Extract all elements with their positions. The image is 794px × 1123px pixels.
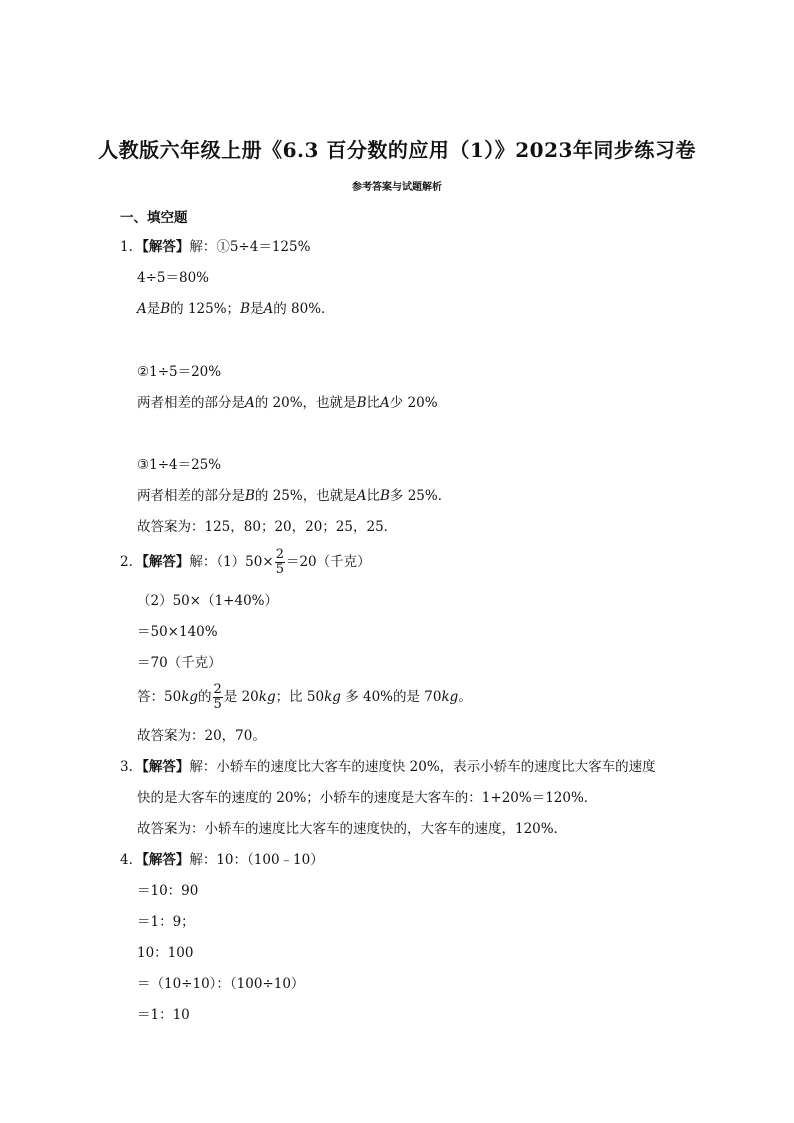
q3-answer-tag: 【解答】 <box>142 759 190 775</box>
page-title: 人教版六年级上册《6.3 百分数的应用（1）》2023年同步练习卷 <box>98 138 696 162</box>
q4-number: 4． <box>120 852 143 868</box>
q2-answer-tag: 【解答】 <box>142 554 190 570</box>
q4-line-3: ＝1：9； <box>137 914 195 930</box>
q4-line-1: 4．【解答】解：10：（100﹣10） <box>120 852 324 868</box>
q1-line-8: 故答案为：125，80；20，20；25，25． <box>137 519 398 535</box>
q1-line-1 <box>120 237 310 257</box>
q4-line-2: ＝10：90 <box>137 883 199 899</box>
q1-line-3: A是B的 125%；B是A的 80%． <box>137 301 335 317</box>
q4-line-4: 10：100 <box>137 945 194 961</box>
q2-line-3: ＝50×140% <box>137 624 218 640</box>
q2-number: 2． <box>120 554 143 570</box>
q3-line-3: 故答案为：小轿车的速度比大客车的速度快的，大客车的速度，120%． <box>137 821 568 837</box>
q1-text: 解：①5÷4＝125% <box>189 239 311 255</box>
q1-answer-tag: 【解答】 <box>142 239 190 255</box>
q1-line-7: 两者相差的部分是B的 25%，也就是A比B多 25%． <box>137 488 452 504</box>
q2-line-4: ＝70（千克） <box>137 655 222 671</box>
q2-line-1: 2．【解答】解：（1）50× $\frac{2}{5}$ ＝20（千克） <box>120 547 371 577</box>
q4-answer-tag: 【解答】 <box>142 852 190 868</box>
fraction-two-fifths: $\frac{2}{5}$ <box>275 547 284 577</box>
q3-line-1: 3．【解答】解：小轿车的速度比大客车的速度快 20%，表示小轿车的速度比大客车的速度 <box>120 759 656 775</box>
q2-line-2: （2）50×（1+40%） <box>137 593 278 609</box>
q2-line-5: 答：50kg的 $\frac{2}{5}$ 是 20kg；比 50kg 多 40%的是 70kg。 <box>137 682 472 712</box>
q1-line-6: ③1÷4＝25% <box>137 457 222 473</box>
q3-line-2: 快的是大客车的速度的 20%；小轿车的速度是大客车的：1+20%＝120%． <box>137 790 598 806</box>
q1-line-2: 4÷5＝80% <box>137 270 209 286</box>
q4-line-5: ＝（10÷10）：（100÷10） <box>137 976 305 992</box>
q1-number: 1． <box>120 239 143 255</box>
section-heading: 一、填空题 <box>120 210 188 226</box>
q1-line-4: ②1÷5＝20% <box>137 364 222 380</box>
q1-line-5: 两者相差的部分是A的 20%，也就是B比A少 20% <box>137 395 438 411</box>
fraction-two-fifths-answer: $\frac{2}{5}$ <box>213 682 222 712</box>
q4-line-6: ＝1：10 <box>137 1007 190 1023</box>
q2-line-6: 故答案为：20，70。 <box>137 728 266 744</box>
q3-number: 3． <box>120 759 143 775</box>
page-subtitle: 参考答案与试题解析 <box>352 182 442 193</box>
